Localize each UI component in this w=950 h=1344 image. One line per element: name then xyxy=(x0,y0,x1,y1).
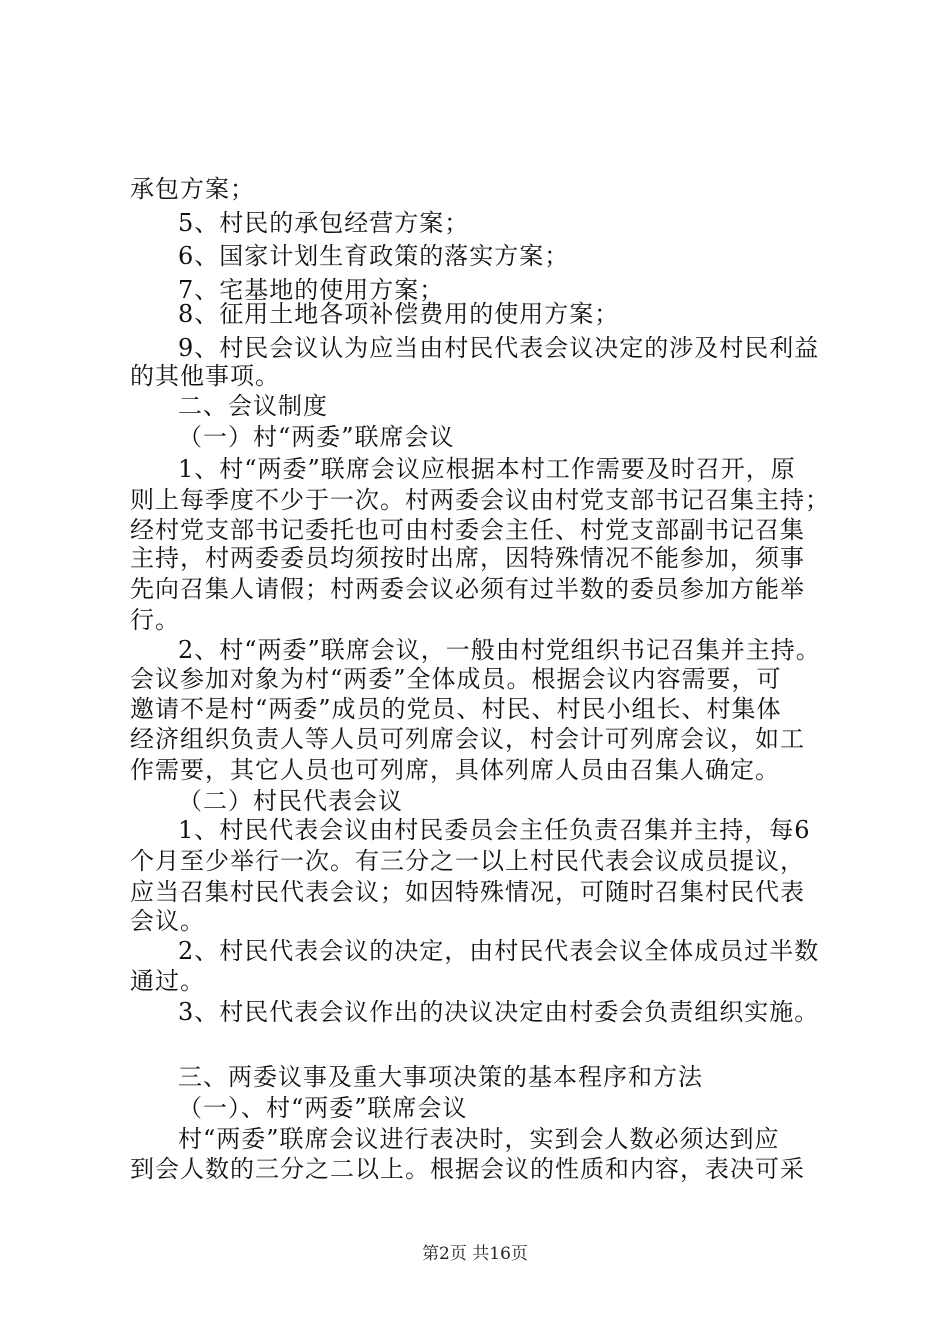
text-line: 1、村“两委”联席会议应根据本村工作需要及时召开，原 xyxy=(178,455,796,483)
text-line: 作需要，其它人员也可列席，具体列席人员由召集人确定。 xyxy=(130,756,780,784)
text-line: 村“两委”联席会议进行表决时，实到会人数必须达到应 xyxy=(178,1125,780,1153)
text-line: 3、村民代表会议作出的决议决定由村委会负责组织实施。 xyxy=(178,998,820,1026)
text-line: 经济组织负责人等人员可列席会议，村会计可列席会议，如工 xyxy=(130,725,805,753)
text-line: 会议参加对象为村“两委”全体成员。根据会议内容需要，可 xyxy=(130,665,782,693)
subsection-heading: （一）村“两委”联席会议 xyxy=(178,423,455,451)
text-line: 行。 xyxy=(130,606,180,634)
section-heading: 二、会议制度 xyxy=(178,392,328,420)
subsection-heading: （二）村民代表会议 xyxy=(178,787,403,815)
text-line: 通过。 xyxy=(130,967,205,995)
text-line: 6、国家计划生育政策的落实方案； xyxy=(178,242,570,270)
text-line: 到会人数的三分之二以上。根据会议的性质和内容，表决可采 xyxy=(130,1155,805,1183)
text-line: 则上每季度不少于一次。村两委会议由村党支部书记召集主持； xyxy=(130,486,830,514)
text-line: 邀请不是村“两委”成员的党员、村民、村民小组长、村集体 xyxy=(130,695,782,723)
text-line: 7、宅基地的使用方案； xyxy=(178,276,445,304)
text-line: 先向召集人请假；村两委会议必须有过半数的委员参加方能举 xyxy=(130,575,805,603)
section-heading: 三、两委议事及重大事项决策的基本程序和方法 xyxy=(178,1063,703,1091)
text-line: 经村党支部书记委托也可由村委会主任、村党支部副书记召集 xyxy=(130,516,805,544)
subsection-heading: （一）、村“两委”联席会议 xyxy=(178,1094,468,1122)
text-line: 主持，村两委委员均须按时出席，因特殊情况不能参加，须事 xyxy=(130,544,805,572)
text-line: 个月至少举行一次。有三分之一以上村民代表会议成员提议， xyxy=(130,847,805,875)
text-line: 8、征用土地各项补偿费用的使用方案； xyxy=(178,300,620,328)
text-line: 2、村“两委”联席会议，一般由村党组织书记召集并主持。 xyxy=(178,636,821,664)
text-line: 承包方案； xyxy=(130,175,255,203)
text-line: 应当召集村民代表会议；如因特殊情况，可随时召集村民代表 xyxy=(130,878,805,906)
text-line: 5、村民的承包经营方案； xyxy=(178,209,470,237)
text-line: 会议。 xyxy=(130,907,205,935)
text-line: 2、村民代表会议的决定，由村民代表会议全体成员过半数 xyxy=(178,937,820,965)
text-line: 9、村民会议认为应当由村民代表会议决定的涉及村民利益 xyxy=(178,334,820,362)
text-line: 1、村民代表会议由村民委员会主任负责召集并主持，每6 xyxy=(178,816,811,844)
page-number-footer: 第2页 共16页 xyxy=(422,1244,528,1264)
text-line: 的其他事项。 xyxy=(130,362,280,390)
